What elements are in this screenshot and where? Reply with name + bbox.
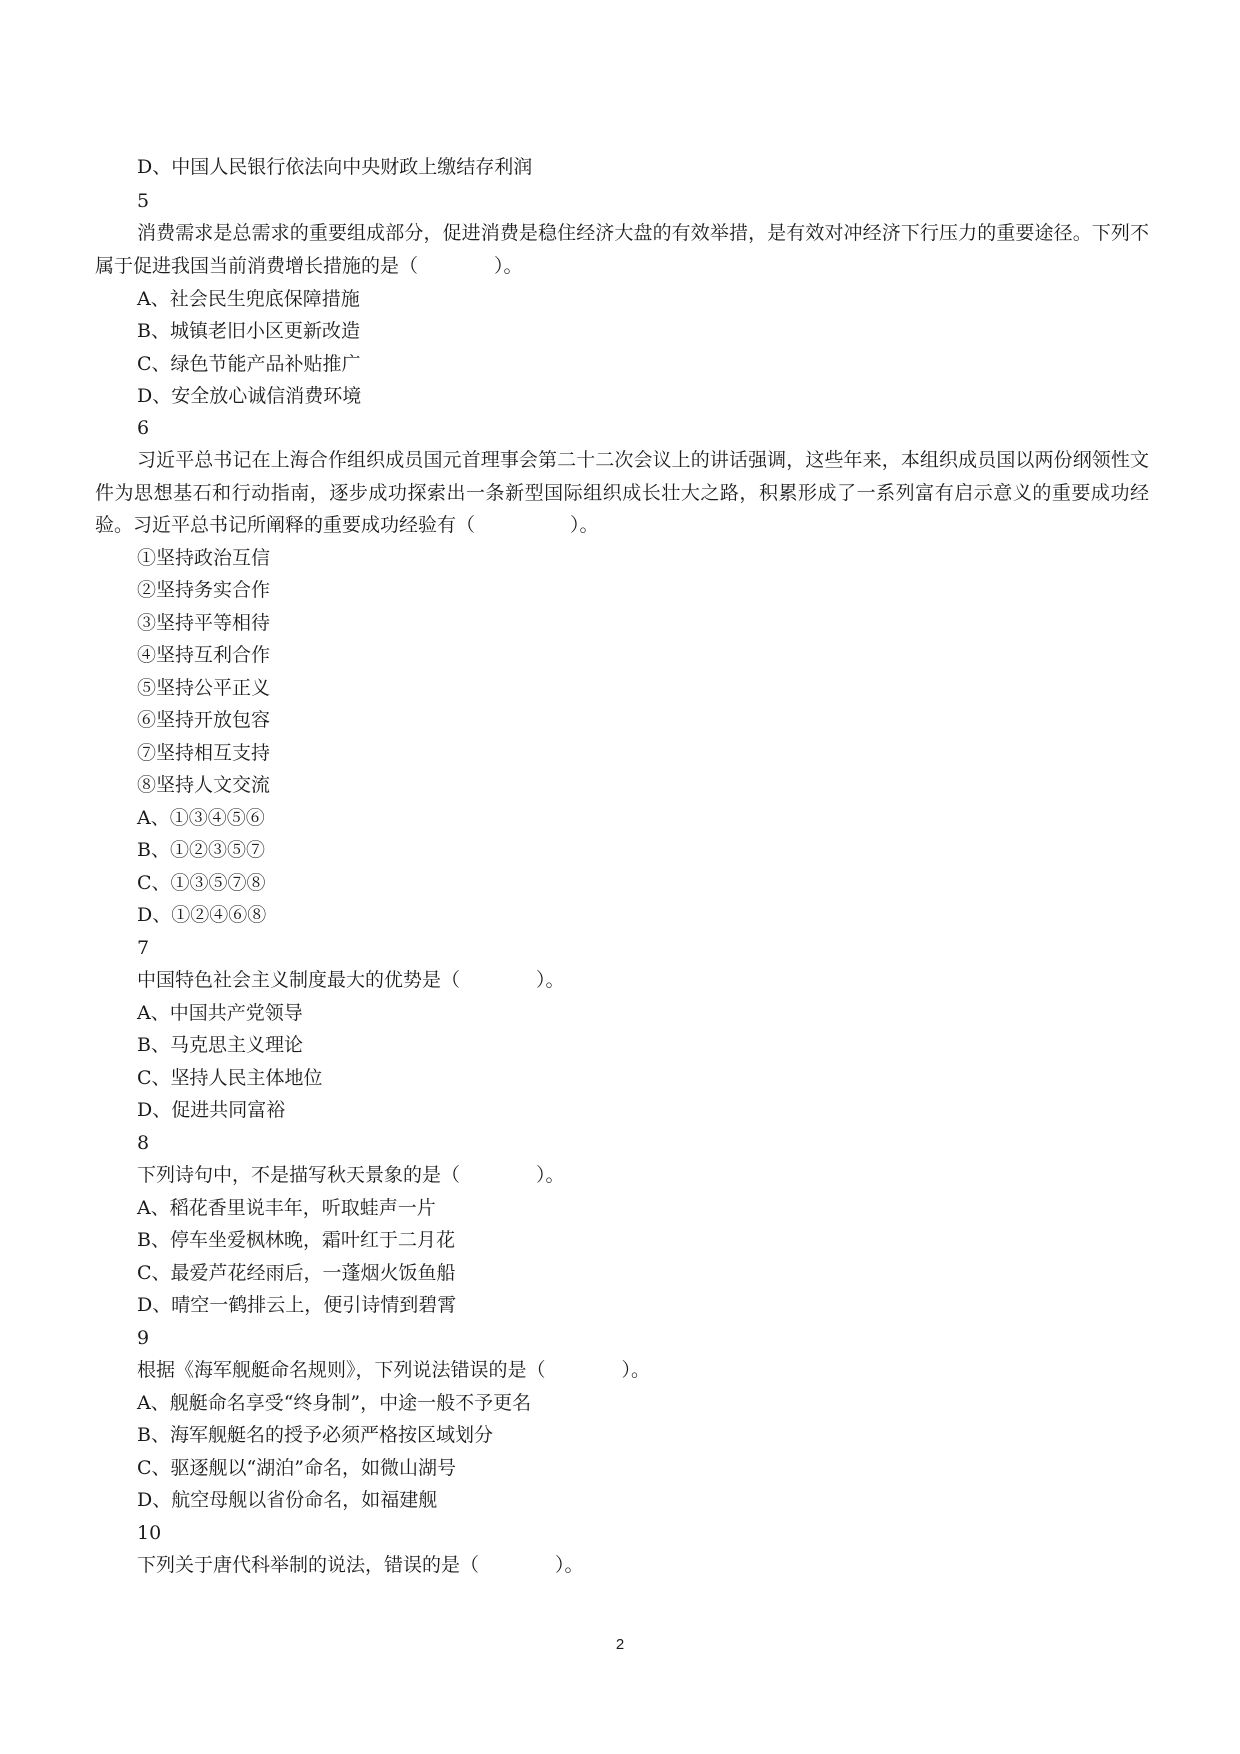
- question-7-number: 7: [137, 937, 150, 959]
- question-9-option-a: A、舰艇命名享受“终身制”，中途一般不予更名: [137, 1392, 532, 1414]
- question-8-option-b: B、停车坐爱枫林晚，霜叶红于二月花: [137, 1229, 455, 1251]
- question-8-option-c: C、最爱芦花经雨后，一蓬烟火饭鱼船: [137, 1262, 456, 1284]
- question-10-number: 10: [137, 1522, 162, 1544]
- question-9-number: 9: [137, 1327, 150, 1349]
- question-6-item-1: ①坚持政治互信: [137, 547, 271, 569]
- question-5-option-b: B、城镇老旧小区更新改造: [137, 320, 360, 342]
- question-9-option-b: B、海军舰艇名的授予必须严格按区域划分: [137, 1424, 493, 1446]
- question-7-option-b: B、马克思主义理论: [137, 1034, 303, 1056]
- question-5-option-d: D、安全放心诚信消费环境: [137, 385, 362, 407]
- question-5-stem: 消费需求是总需求的重要组成部分，促进消费是稳住经济大盘的有效举措，是有效对冲经济下行压力的重要途径。下列不属于促进我国当前消费增长措施的是（ ）。: [95, 222, 1149, 277]
- question-5-number: 5: [137, 190, 150, 212]
- question-8-number: 8: [137, 1132, 150, 1154]
- question-7-option-d: D、促进共同富裕: [137, 1099, 286, 1121]
- question-9-stem: 根据《海军舰艇命名规则》，下列说法错误的是（ ）。: [137, 1359, 651, 1381]
- question-8-stem: 下列诗句中，不是描写秋天景象的是（ ）。: [137, 1164, 565, 1186]
- prev-question-option-d: D、中国人民银行依法向中央财政上缴结存利润: [137, 156, 533, 178]
- question-6-number: 6: [137, 417, 150, 439]
- question-9-option-c: C、驱逐舰以“湖泊”命名，如微山湖号: [137, 1457, 456, 1479]
- question-6-option-d: D、①②④⑥⑧: [137, 904, 267, 926]
- page-number: 2: [615, 1636, 625, 1653]
- question-6-option-c: C、①③⑤⑦⑧: [137, 872, 266, 894]
- question-6-option-b: B、①②③⑤⑦: [137, 839, 265, 861]
- question-9-option-d: D、航空母舰以省份命名，如福建舰: [137, 1489, 438, 1511]
- question-7-stem: 中国特色社会主义制度最大的优势是（ ）。: [137, 969, 565, 991]
- question-8-option-a: A、稻花香里说丰年，听取蛙声一片: [137, 1197, 436, 1219]
- question-7-option-a: A、中国共产党领导: [137, 1002, 303, 1024]
- question-6-item-3: ③坚持平等相待: [137, 612, 271, 634]
- question-8-option-d: D、晴空一鹤排云上，便引诗情到碧霄: [137, 1294, 457, 1316]
- question-6-item-4: ④坚持互利合作: [137, 644, 271, 666]
- question-6-stem: 习近平总书记在上海合作组织成员国元首理事会第二十二次会议上的讲话强调，这些年来，本组织成员国以两份纲领性文件为思想基石和行动指南，逐步成功探索出一条新型国际组织成长壮大之路，积累形成了一系列富有启示意义的重要成功经验。习近平总书记所阐释的重要成功经验有（ ）。: [95, 449, 1149, 536]
- question-6-item-7: ⑦坚持相互支持: [137, 742, 271, 764]
- question-5-option-a: A、社会民生兜底保障措施: [137, 288, 360, 310]
- question-7-option-c: C、坚持人民主体地位: [137, 1067, 323, 1089]
- question-6-item-5: ⑤坚持公平正义: [137, 677, 271, 699]
- question-6-item-2: ②坚持务实合作: [137, 579, 271, 601]
- question-10-stem: 下列关于唐代科举制的说法，错误的是（ ）。: [137, 1554, 584, 1576]
- question-6-option-a: A、①③④⑤⑥: [137, 807, 265, 829]
- question-6-item-8: ⑧坚持人文交流: [137, 774, 271, 796]
- question-6-item-6: ⑥坚持开放包容: [137, 709, 271, 731]
- question-5-option-c: C、绿色节能产品补贴推广: [137, 353, 361, 375]
